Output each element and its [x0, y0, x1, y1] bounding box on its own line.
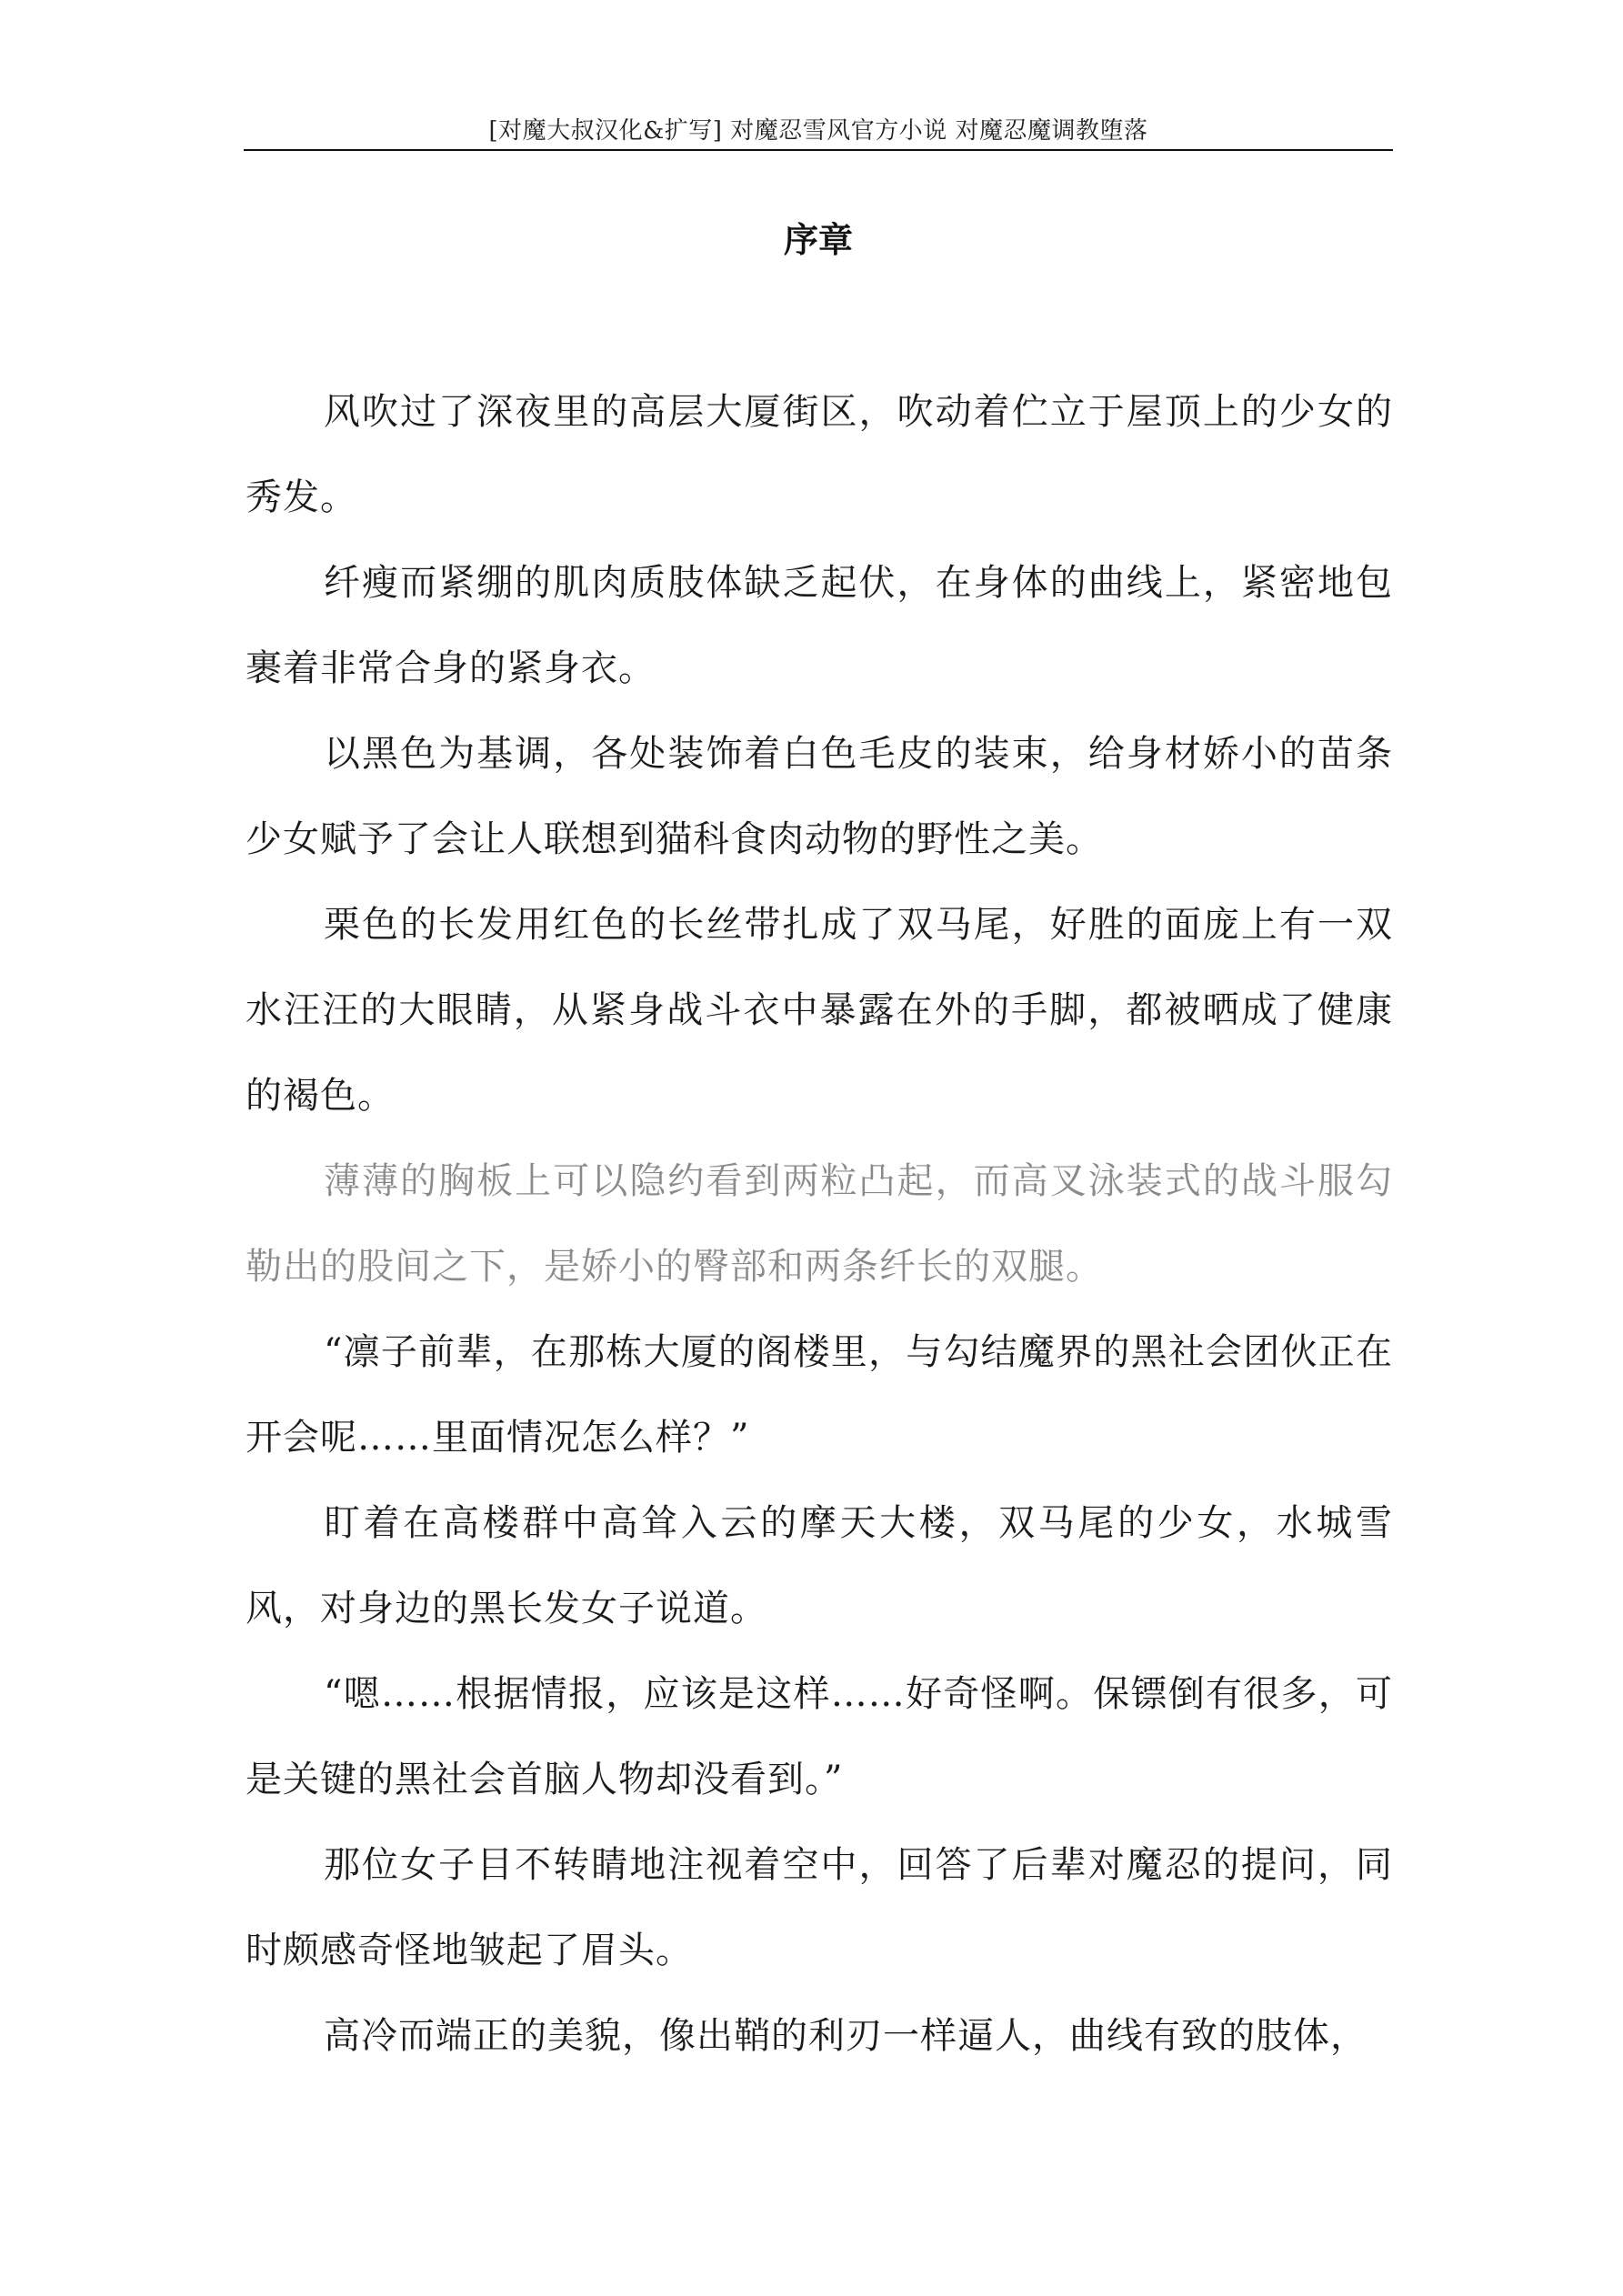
paragraph-9: 那位女子目不转睛地注视着空中，回答了后辈对魔忍的提问，同时颇感奇怪地皱起了眉头。	[245, 1844, 1393, 1971]
paragraph-6: “凛子前辈，在那栋大厦的阁楼里，与勾结魔界的黑社会团伙正在开会呢……里面情况怎么样？”	[245, 1331, 1393, 1459]
paragraph-10: 高冷而端正的美貌，像出鞘的利刃一样逼人，曲线有致的肢体，	[324, 2015, 1368, 2057]
body-text	[245, 369, 1393, 2079]
paragraph-2: 纤瘦而紧绷的肌肉质肢体缺乏起伏，在身体的曲线上，紧密地包裹着非常合身的紧身衣。	[245, 562, 1393, 689]
chapter-title: 序章	[783, 219, 853, 260]
header-divider	[244, 149, 1393, 151]
paragraph-4: 栗色的长发用红色的长丝带扎成了双马尾，好胜的面庞上有一双水汪汪的大眼睛，从紧身战斗衣中暴露在外的手脚，都被晒成了健康的褐色。	[245, 904, 1393, 1117]
paragraph-1: 风吹过了深夜里的高层大厦街区，吹动着伫立于屋顶上的少女的秀发。	[245, 391, 1393, 518]
paragraph-3: 以黑色为基调，各处装饰着白色毛皮的装束，给身材娇小的苗条少女赋予了会让人联想到猫科食肉动物的野性之美。	[245, 733, 1393, 860]
paragraph-7: 盯着在高楼群中高耸入云的摩天大楼，双马尾的少女，水城雪风，对身边的黑长发女子说道。	[245, 1502, 1393, 1629]
paragraph-5: 薄薄的胸板上可以隐约看到两粒凸起，而高叉泳装式的战斗服勾勒出的股间之下，是娇小的臀部和两条纤长的双腿。	[245, 1160, 1393, 1288]
running-header: [对魔大叔汉化&扩写] 对魔忍雪风官方小说 对魔忍魔调教堕落	[488, 117, 1148, 145]
paragraph-8: “嗯……根据情报，应该是这样……好奇怪啊。保镖倒有很多，可是关键的黑社会首脑人物却没看到。”	[245, 1673, 1393, 1800]
